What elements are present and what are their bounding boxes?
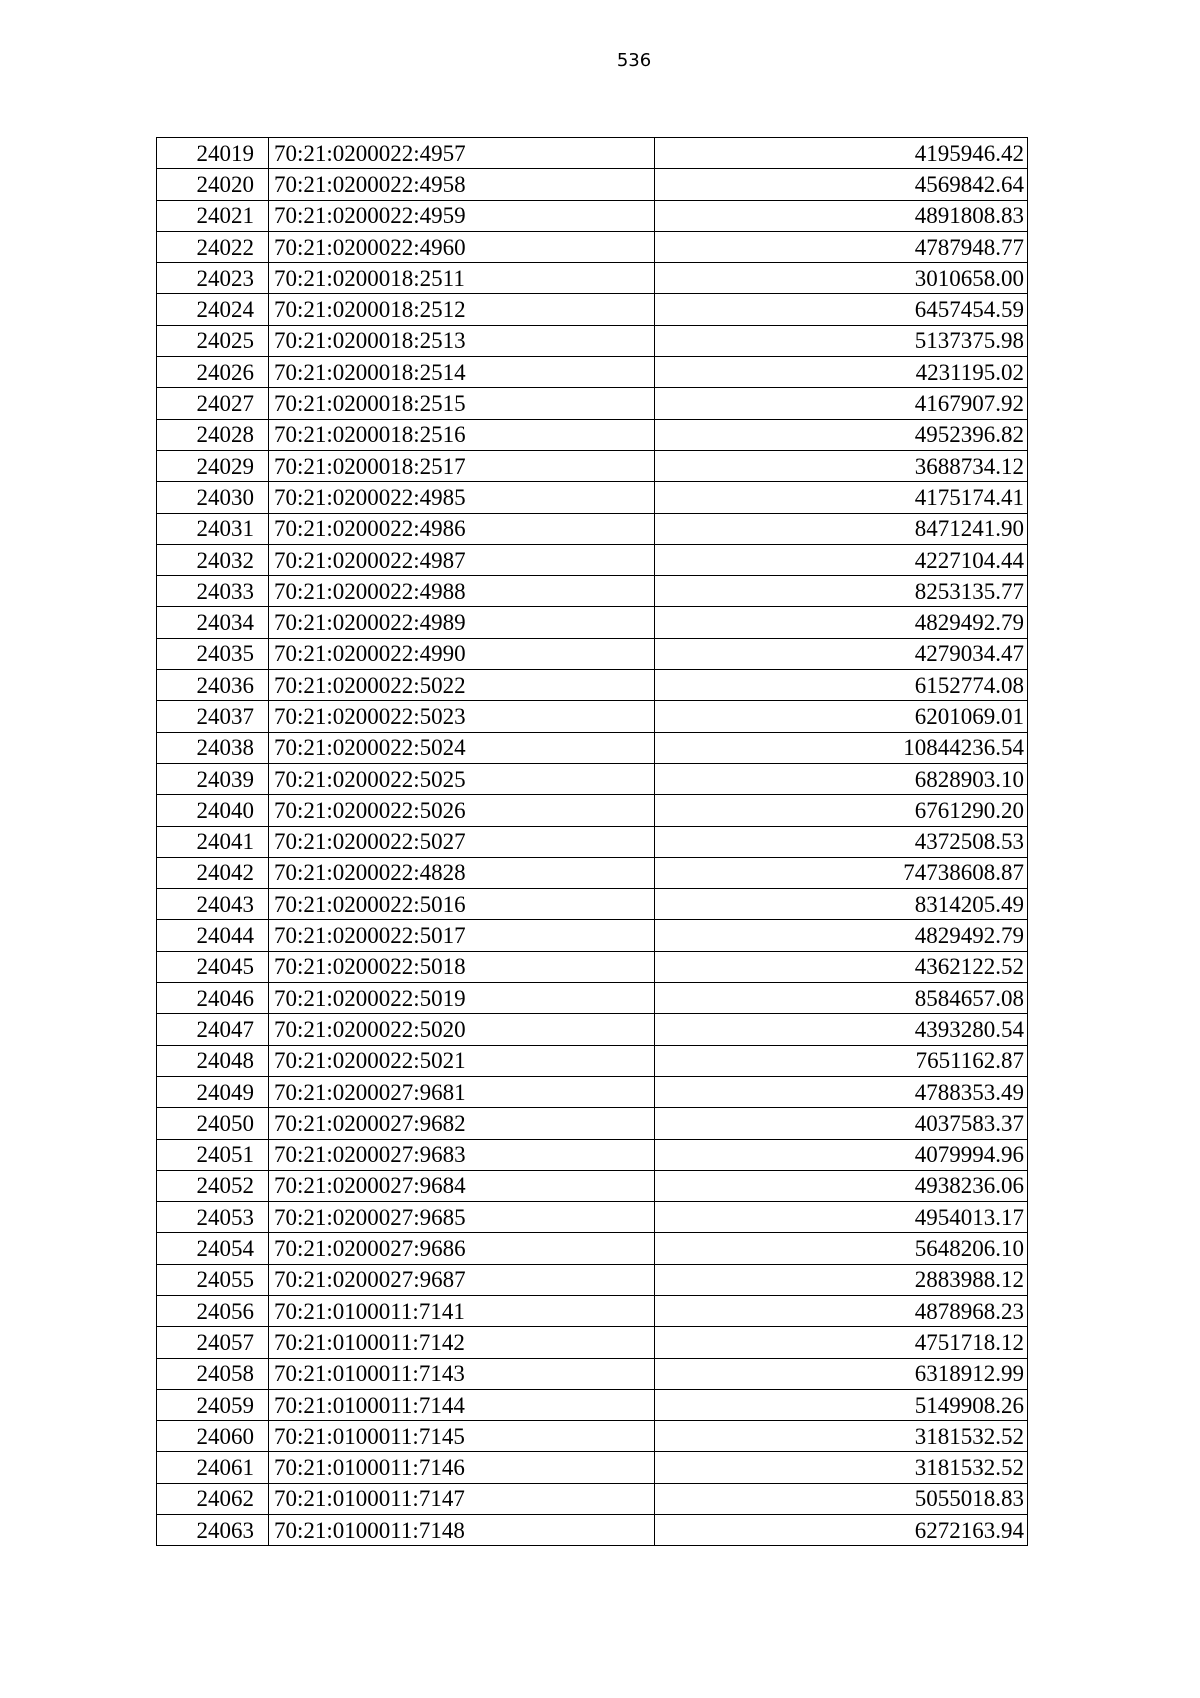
table-row — [157, 1264, 1028, 1295]
table-row — [157, 607, 1028, 638]
value-cell: 4787948.77 — [655, 231, 1028, 262]
cadastral-number-cell: 70:21:0200027:9682 — [269, 1108, 655, 1139]
value-cell: 6272163.94 — [655, 1515, 1028, 1546]
row-number-cell: 24049 — [157, 1076, 269, 1107]
value-cell: 4231195.02 — [655, 357, 1028, 388]
cadastral-number-cell: 70:21:0200018:2516 — [269, 419, 655, 450]
cadastral-number-cell: 70:21:0200022:4990 — [269, 638, 655, 669]
table-row — [157, 231, 1028, 262]
value-cell: 4891808.83 — [655, 200, 1028, 231]
value-cell: 2883988.12 — [655, 1264, 1028, 1295]
page-number: 536 — [616, 50, 652, 71]
value-cell: 4569842.64 — [655, 169, 1028, 200]
row-number-cell: 24033 — [157, 576, 269, 607]
cadastral-number-cell: 70:21:0100011:7146 — [269, 1452, 655, 1483]
row-number-cell: 24022 — [157, 231, 269, 262]
table-row — [157, 1295, 1028, 1326]
row-number-cell: 24051 — [157, 1139, 269, 1170]
value-cell: 4362122.52 — [655, 951, 1028, 982]
value-cell: 6318912.99 — [655, 1358, 1028, 1389]
cadastral-number-cell: 70:21:0200027:9686 — [269, 1233, 655, 1264]
cadastral-number-cell: 70:21:0200022:5026 — [269, 795, 655, 826]
table-row — [157, 1327, 1028, 1358]
cadastral-number-cell: 70:21:0200022:4986 — [269, 513, 655, 544]
cadastral-number-cell: 70:21:0200022:5016 — [269, 889, 655, 920]
value-cell: 3181532.52 — [655, 1452, 1028, 1483]
row-number-cell: 24040 — [157, 795, 269, 826]
table-row — [157, 450, 1028, 481]
cadastral-number-cell: 70:21:0200022:4959 — [269, 200, 655, 231]
value-cell: 4037583.37 — [655, 1108, 1028, 1139]
row-number-cell: 24024 — [157, 294, 269, 325]
cadastral-number-cell: 70:21:0200022:4957 — [269, 138, 655, 169]
table-row — [157, 1233, 1028, 1264]
value-cell: 4393280.54 — [655, 1014, 1028, 1045]
cadastral-number-cell: 70:21:0200022:4985 — [269, 482, 655, 513]
cadastral-number-cell: 70:21:0200022:4828 — [269, 857, 655, 888]
cadastral-number-cell: 70:21:0200022:4958 — [269, 169, 655, 200]
cadastral-number-cell: 70:21:0200018:2517 — [269, 450, 655, 481]
row-number-cell: 24044 — [157, 920, 269, 951]
table-row — [157, 1389, 1028, 1420]
row-number-cell: 24054 — [157, 1233, 269, 1264]
table-row — [157, 1014, 1028, 1045]
value-cell: 5149908.26 — [655, 1389, 1028, 1420]
cadastral-number-cell: 70:21:0200022:5018 — [269, 951, 655, 982]
row-number-cell: 24038 — [157, 732, 269, 763]
row-number-cell: 24058 — [157, 1358, 269, 1389]
value-cell: 4279034.47 — [655, 638, 1028, 669]
row-number-cell: 24059 — [157, 1389, 269, 1420]
cadastral-number-cell: 70:21:0200022:4989 — [269, 607, 655, 638]
table-row — [157, 544, 1028, 575]
row-number-cell: 24053 — [157, 1202, 269, 1233]
table-row — [157, 482, 1028, 513]
cadastral-number-cell: 70:21:0200018:2514 — [269, 357, 655, 388]
value-cell: 4227104.44 — [655, 544, 1028, 575]
row-number-cell: 24056 — [157, 1295, 269, 1326]
row-number-cell: 24062 — [157, 1483, 269, 1514]
table-row — [157, 419, 1028, 450]
value-cell: 4829492.79 — [655, 920, 1028, 951]
value-cell: 3688734.12 — [655, 450, 1028, 481]
value-cell: 4195946.42 — [655, 138, 1028, 169]
cadastral-number-cell: 70:21:0200022:5025 — [269, 763, 655, 794]
row-number-cell: 24041 — [157, 826, 269, 857]
value-cell: 4175174.41 — [655, 482, 1028, 513]
cadastral-number-cell: 70:21:0200018:2511 — [269, 263, 655, 294]
value-cell: 8253135.77 — [655, 576, 1028, 607]
cadastral-number-cell: 70:21:0200022:5022 — [269, 670, 655, 701]
cadastral-value-table — [156, 137, 1028, 1546]
table-row — [157, 795, 1028, 826]
row-number-cell: 24046 — [157, 983, 269, 1014]
table-row — [157, 1483, 1028, 1514]
cadastral-number-cell: 70:21:0200022:5023 — [269, 701, 655, 732]
table-row — [157, 670, 1028, 701]
row-number-cell: 24035 — [157, 638, 269, 669]
value-cell: 4751718.12 — [655, 1327, 1028, 1358]
value-cell: 8314205.49 — [655, 889, 1028, 920]
row-number-cell: 24021 — [157, 200, 269, 231]
cadastral-number-cell: 70:21:0200027:9681 — [269, 1076, 655, 1107]
value-cell: 7651162.87 — [655, 1045, 1028, 1076]
value-cell: 4938236.06 — [655, 1170, 1028, 1201]
row-number-cell: 24057 — [157, 1327, 269, 1358]
table-row — [157, 1515, 1028, 1546]
table-row — [157, 1358, 1028, 1389]
row-number-cell: 24050 — [157, 1108, 269, 1139]
table-row — [157, 732, 1028, 763]
value-cell: 5648206.10 — [655, 1233, 1028, 1264]
row-number-cell: 24025 — [157, 325, 269, 356]
table-row — [157, 638, 1028, 669]
table-row — [157, 138, 1028, 169]
table-row — [157, 951, 1028, 982]
row-number-cell: 24019 — [157, 138, 269, 169]
row-number-cell: 24055 — [157, 1264, 269, 1295]
value-cell: 5055018.83 — [655, 1483, 1028, 1514]
table-row — [157, 857, 1028, 888]
table-row — [157, 826, 1028, 857]
row-number-cell: 24034 — [157, 607, 269, 638]
cadastral-number-cell: 70:21:0200027:9687 — [269, 1264, 655, 1295]
cadastral-number-cell: 70:21:0100011:7148 — [269, 1515, 655, 1546]
row-number-cell: 24039 — [157, 763, 269, 794]
value-cell: 6201069.01 — [655, 701, 1028, 732]
value-cell: 6152774.08 — [655, 670, 1028, 701]
table-row — [157, 513, 1028, 544]
value-cell: 6457454.59 — [655, 294, 1028, 325]
value-cell: 4079994.96 — [655, 1139, 1028, 1170]
cadastral-number-cell: 70:21:0200027:9685 — [269, 1202, 655, 1233]
table-row — [157, 200, 1028, 231]
table-row — [157, 1076, 1028, 1107]
row-number-cell: 24042 — [157, 857, 269, 888]
row-number-cell: 24063 — [157, 1515, 269, 1546]
value-cell: 6828903.10 — [655, 763, 1028, 794]
table-row — [157, 357, 1028, 388]
table-row — [157, 263, 1028, 294]
row-number-cell: 24027 — [157, 388, 269, 419]
table-row — [157, 169, 1028, 200]
row-number-cell: 24061 — [157, 1452, 269, 1483]
cadastral-number-cell: 70:21:0200027:9683 — [269, 1139, 655, 1170]
table-row — [157, 1045, 1028, 1076]
value-cell: 8471241.90 — [655, 513, 1028, 544]
table-row — [157, 294, 1028, 325]
row-number-cell: 24028 — [157, 419, 269, 450]
row-number-cell: 24031 — [157, 513, 269, 544]
table-row — [157, 1170, 1028, 1201]
value-cell: 5137375.98 — [655, 325, 1028, 356]
table-row — [157, 388, 1028, 419]
value-cell: 8584657.08 — [655, 983, 1028, 1014]
cadastral-number-cell: 70:21:0100011:7145 — [269, 1421, 655, 1452]
row-number-cell: 24045 — [157, 951, 269, 982]
table-row — [157, 983, 1028, 1014]
cadastral-number-cell: 70:21:0200022:4960 — [269, 231, 655, 262]
cadastral-number-cell: 70:21:0200018:2515 — [269, 388, 655, 419]
cadastral-number-cell: 70:21:0200022:5017 — [269, 920, 655, 951]
cadastral-number-cell: 70:21:0100011:7143 — [269, 1358, 655, 1389]
row-number-cell: 24036 — [157, 670, 269, 701]
table-row — [157, 1452, 1028, 1483]
table-row — [157, 1108, 1028, 1139]
cadastral-number-cell: 70:21:0200027:9684 — [269, 1170, 655, 1201]
value-cell: 4878968.23 — [655, 1295, 1028, 1326]
cadastral-number-cell: 70:21:0200022:5019 — [269, 983, 655, 1014]
cadastral-number-cell: 70:21:0200022:5024 — [269, 732, 655, 763]
row-number-cell: 24037 — [157, 701, 269, 732]
value-cell: 4167907.92 — [655, 388, 1028, 419]
row-number-cell: 24052 — [157, 1170, 269, 1201]
cadastral-number-cell: 70:21:0200022:5027 — [269, 826, 655, 857]
table-row — [157, 920, 1028, 951]
cadastral-number-cell: 70:21:0100011:7141 — [269, 1295, 655, 1326]
value-cell: 4952396.82 — [655, 419, 1028, 450]
table-row — [157, 1421, 1028, 1452]
value-cell: 4372508.53 — [655, 826, 1028, 857]
value-cell: 6761290.20 — [655, 795, 1028, 826]
row-number-cell: 24047 — [157, 1014, 269, 1045]
cadastral-number-cell: 70:21:0100011:7147 — [269, 1483, 655, 1514]
cadastral-number-cell: 70:21:0200022:5020 — [269, 1014, 655, 1045]
table-row — [157, 325, 1028, 356]
value-cell: 3181532.52 — [655, 1421, 1028, 1452]
cadastral-number-cell: 70:21:0100011:7142 — [269, 1327, 655, 1358]
table-row — [157, 1139, 1028, 1170]
row-number-cell: 24043 — [157, 889, 269, 920]
table-row — [157, 576, 1028, 607]
value-cell: 4788353.49 — [655, 1076, 1028, 1107]
row-number-cell: 24026 — [157, 357, 269, 388]
cadastral-number-cell: 70:21:0200018:2512 — [269, 294, 655, 325]
value-cell: 74738608.87 — [655, 857, 1028, 888]
cadastral-number-cell: 70:21:0100011:7144 — [269, 1389, 655, 1420]
cadastral-number-cell: 70:21:0200018:2513 — [269, 325, 655, 356]
table-row — [157, 1202, 1028, 1233]
row-number-cell: 24060 — [157, 1421, 269, 1452]
row-number-cell: 24032 — [157, 544, 269, 575]
row-number-cell: 24020 — [157, 169, 269, 200]
table-row — [157, 889, 1028, 920]
table-body — [157, 138, 1028, 1546]
table-row — [157, 701, 1028, 732]
table-row — [157, 763, 1028, 794]
cadastral-number-cell: 70:21:0200022:4987 — [269, 544, 655, 575]
row-number-cell: 24029 — [157, 450, 269, 481]
value-cell: 3010658.00 — [655, 263, 1028, 294]
cadastral-number-cell: 70:21:0200022:4988 — [269, 576, 655, 607]
cadastral-number-cell: 70:21:0200022:5021 — [269, 1045, 655, 1076]
row-number-cell: 24048 — [157, 1045, 269, 1076]
value-cell: 10844236.54 — [655, 732, 1028, 763]
value-cell: 4954013.17 — [655, 1202, 1028, 1233]
row-number-cell: 24030 — [157, 482, 269, 513]
row-number-cell: 24023 — [157, 263, 269, 294]
value-cell: 4829492.79 — [655, 607, 1028, 638]
